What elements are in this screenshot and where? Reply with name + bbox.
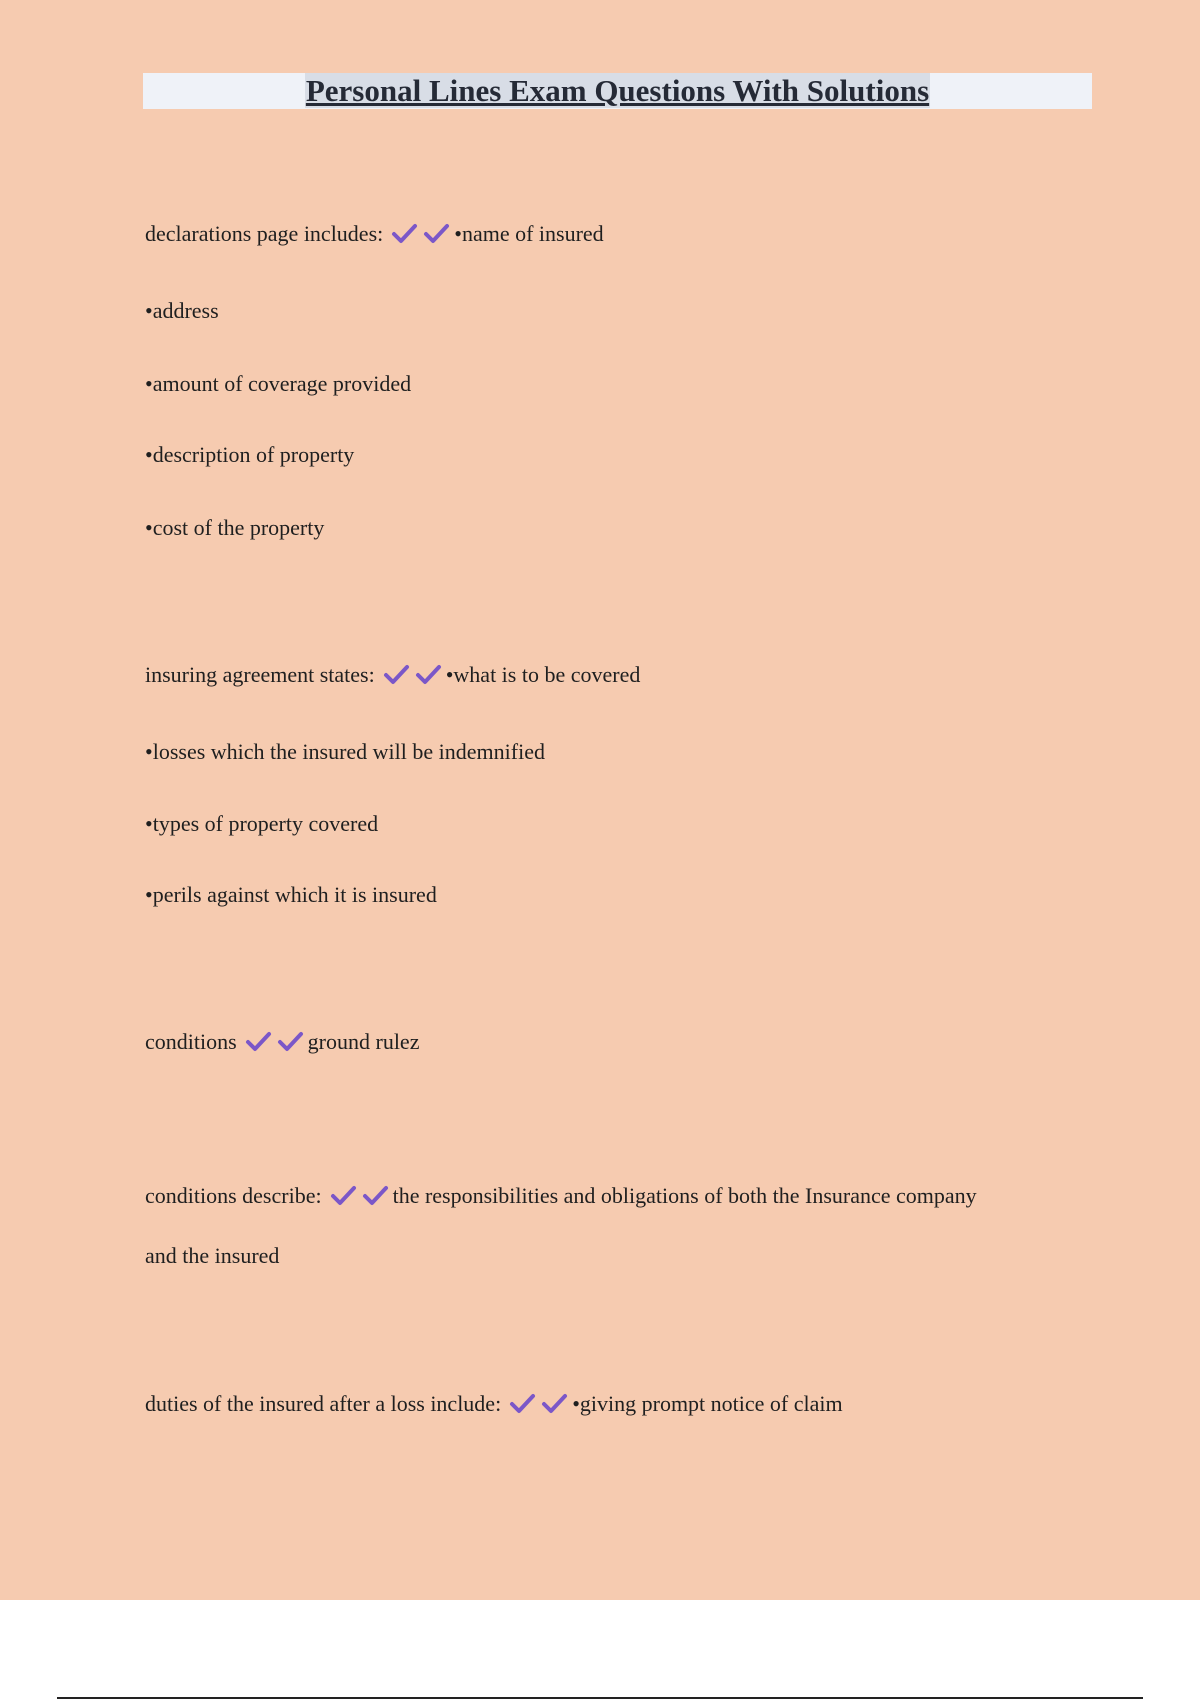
answer-line: •losses which the insured will be indemnified — [145, 739, 545, 764]
answer-text: •giving prompt notice of claim — [572, 1391, 843, 1416]
check-icon — [391, 222, 418, 244]
double-check-icon — [383, 663, 442, 692]
qa-item-insuring-agreement — [145, 661, 640, 692]
double-check-icon — [509, 1392, 568, 1421]
check-icon — [423, 222, 450, 244]
footer-divider — [57, 1697, 1143, 1699]
double-check-icon — [330, 1184, 389, 1213]
check-icon — [277, 1030, 304, 1052]
answer-line: •address — [145, 298, 219, 323]
check-icon — [415, 663, 442, 685]
answer-text: •what is to be covered — [445, 662, 641, 687]
check-icon — [330, 1184, 357, 1206]
question-text: duties of the insured after a loss include: — [145, 1391, 502, 1416]
answer-line: •amount of coverage provided — [145, 371, 412, 396]
question-text: conditions — [145, 1029, 237, 1054]
question-text: declarations page includes: — [145, 221, 384, 246]
check-icon — [541, 1392, 568, 1414]
title-highlight — [143, 73, 1092, 109]
question-text: insuring agreement states: — [145, 662, 375, 687]
check-icon — [383, 663, 410, 685]
answer-line: •description of property — [145, 442, 355, 467]
double-check-icon — [391, 222, 450, 251]
page-title: Personal Lines Exam Questions With Solutions — [305, 73, 930, 108]
qa-item-conditions-describe — [145, 1182, 977, 1213]
answer-line: •types of property covered — [145, 811, 379, 836]
answer-line: •cost of the property — [145, 515, 325, 540]
check-icon — [362, 1184, 389, 1206]
answer-text: ground rulez — [307, 1029, 420, 1054]
check-icon — [245, 1030, 272, 1052]
answer-text: •name of insured — [454, 221, 604, 246]
answer-text: the responsibilities and obligations of both the Insurance company — [392, 1183, 977, 1208]
qa-item-duties-after-loss — [145, 1390, 843, 1421]
answer-line: and the insured — [145, 1243, 280, 1268]
answer-line: •perils against which it is insured — [145, 882, 437, 907]
qa-item-conditions — [145, 1028, 419, 1059]
qa-item-declarations — [145, 220, 604, 251]
double-check-icon — [245, 1030, 304, 1059]
check-icon — [509, 1392, 536, 1414]
question-text: conditions describe: — [145, 1183, 322, 1208]
